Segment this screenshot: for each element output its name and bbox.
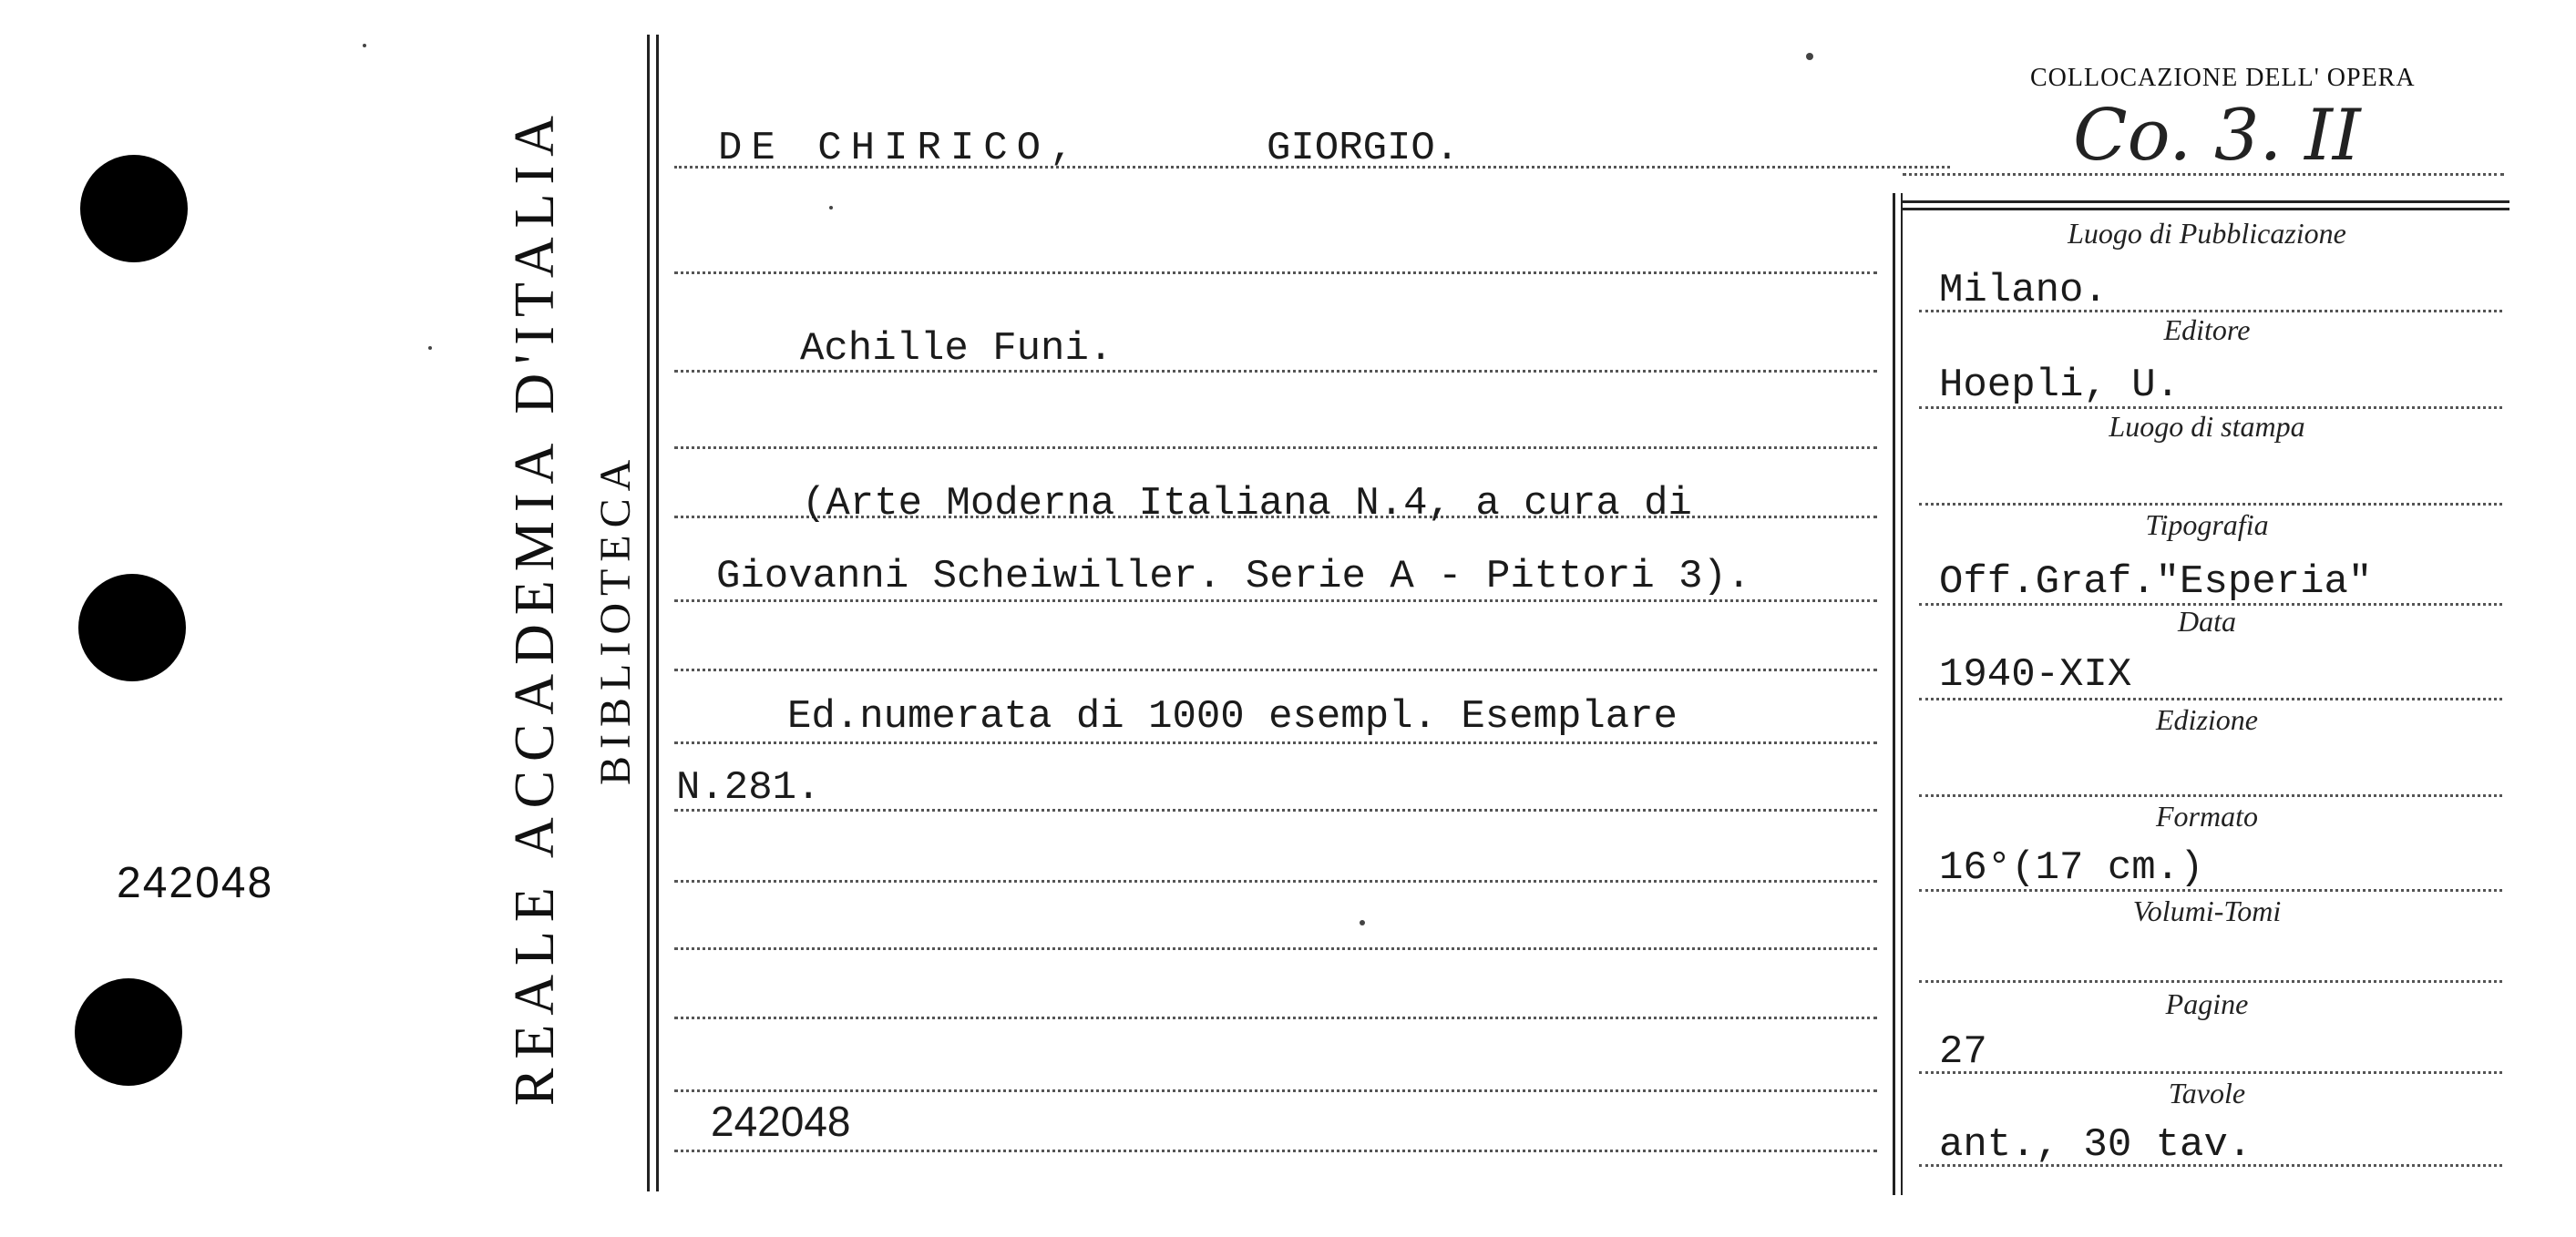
field-value-tipografia: Off.Graf."Esperia": [1939, 559, 2373, 605]
writing-line: [1919, 310, 2502, 312]
writing-line: [674, 947, 1877, 950]
field-value-luogo-pubblicazione: Milano.: [1939, 268, 2108, 313]
divider-rule: [1901, 193, 1903, 1195]
body-line: (Arte Moderna Italiana N.4, a cura di: [802, 481, 1692, 526]
scan-speck: [428, 346, 432, 350]
divider-rule: [647, 35, 650, 1191]
writing-line: [674, 599, 1877, 602]
writing-line: [1919, 980, 2502, 983]
field-label-data: Data: [2178, 605, 2236, 638]
body-line: N.281.: [676, 765, 821, 811]
field-value-tavole: ant., 30 tav.: [1939, 1122, 2253, 1168]
writing-line: [674, 271, 1877, 274]
divider-rule: [1901, 200, 2509, 203]
field-label-formato: Formato: [2156, 800, 2258, 833]
writing-line: [674, 669, 1877, 671]
writing-line: [674, 741, 1877, 744]
writing-line: [1903, 173, 2504, 176]
punch-hole: [78, 574, 186, 681]
punch-hole: [80, 155, 188, 262]
writing-line: [674, 1017, 1877, 1019]
divider-rule: [656, 35, 659, 1191]
body-line: Achille Funi.: [800, 326, 1114, 372]
divider-rule: [1901, 208, 2509, 210]
field-value-formato: 16°(17 cm.): [1939, 845, 2204, 891]
institution-name: REALE ACCADEMIA D'ITALIA: [504, 107, 566, 1106]
writing-line: [1919, 503, 2502, 506]
field-label-volumi-tomi: Volumi-Tomi: [2132, 895, 2282, 927]
field-label-pagine: Pagine: [2165, 987, 2249, 1020]
writing-line: [1919, 1071, 2502, 1074]
writing-line: [674, 809, 1877, 812]
field-label-luogo-pubblicazione: Luogo di Pubblicazione: [2068, 217, 2346, 250]
field-label-editore: Editore: [2163, 313, 2251, 346]
field-value-editore: Hoepli, U.: [1939, 363, 2181, 408]
writing-line: [674, 1150, 1877, 1152]
field-label-tavole: Tavole: [2168, 1077, 2246, 1109]
punch-hole: [75, 978, 182, 1086]
collocazione-label: COLLOCAZIONE DELL' OPERA: [2030, 64, 2416, 92]
writing-line: [1919, 794, 2502, 797]
body-line: Ed.numerata di 1000 esempl. Esemplare: [787, 694, 1678, 740]
field-label-edizione: Edizione: [2156, 703, 2258, 736]
field-label-tipografia: Tipografia: [2145, 508, 2269, 541]
writing-line: [674, 446, 1877, 449]
field-label-luogo-stampa: Luogo di stampa: [2109, 410, 2305, 443]
scan-speck: [363, 44, 366, 47]
scan-speck: [1806, 53, 1813, 60]
inventory-number-bottom: 242048: [711, 1098, 851, 1145]
scan-speck: [829, 206, 833, 210]
author-given-name: GIORGIO.: [1267, 126, 1460, 171]
body-line: Giovanni Scheiwiller. Serie A - Pittori 3).: [716, 554, 1751, 599]
writing-line: [674, 1089, 1877, 1092]
writing-line: [1919, 406, 2502, 409]
department-name: BIBLIOTECA: [591, 452, 640, 785]
author-surname: DE CHIRICO,: [718, 126, 1083, 171]
writing-line: [1919, 889, 2502, 892]
field-value-data: 1940-XIX: [1939, 652, 2132, 698]
divider-rule: [1893, 193, 1895, 1195]
scan-speck: [1360, 920, 1365, 925]
writing-line: [1919, 1164, 2502, 1167]
writing-line: [1919, 698, 2502, 700]
writing-line: [674, 880, 1877, 883]
inventory-number-left: 242048: [117, 859, 274, 907]
field-value-pagine: 27: [1939, 1029, 1987, 1075]
collocazione-value: Co. 3. II: [2073, 95, 2361, 177]
